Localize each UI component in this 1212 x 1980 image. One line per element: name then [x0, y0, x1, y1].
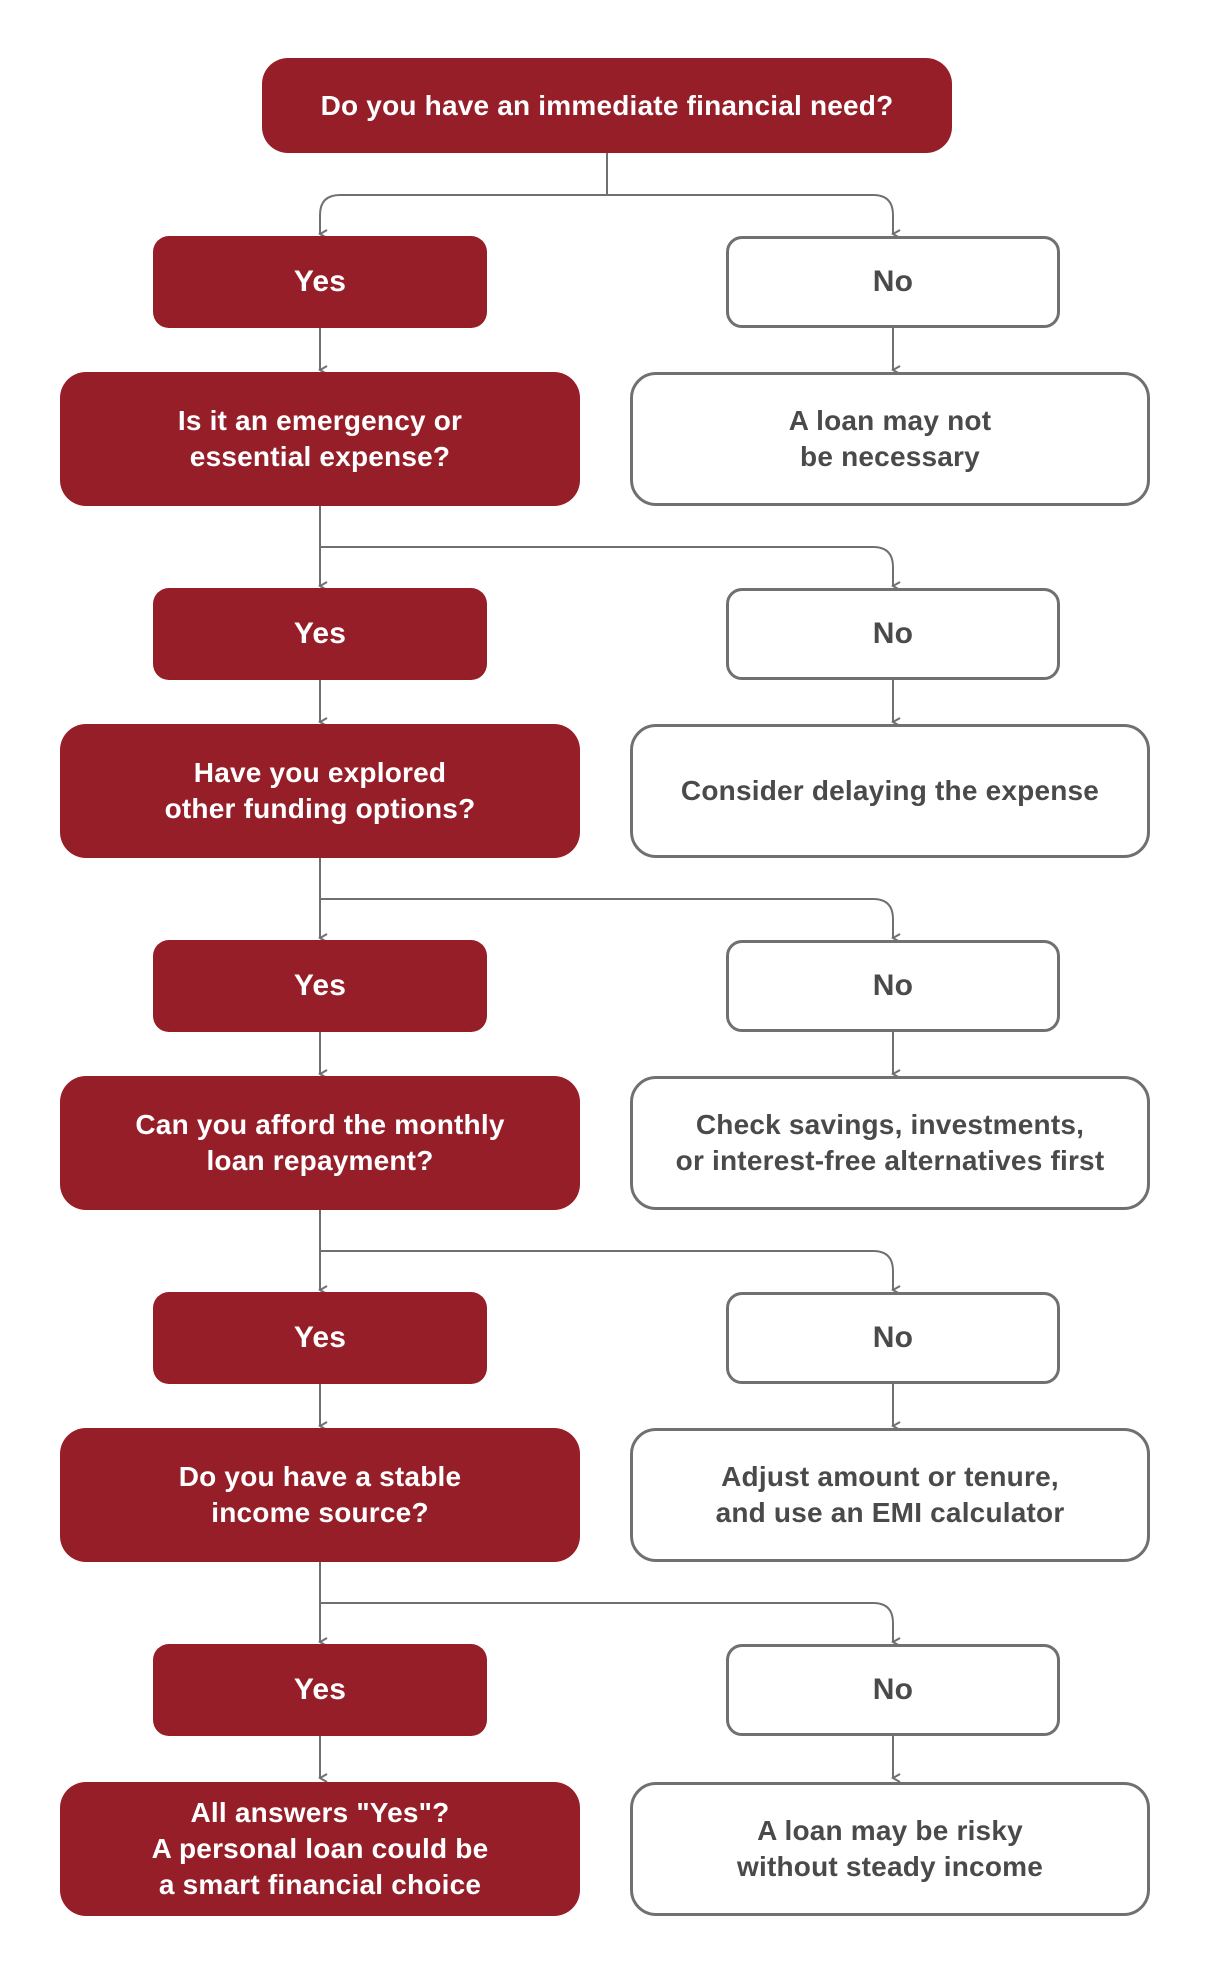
yes-label: Yes — [293, 1321, 347, 1354]
connector-root-yes — [320, 195, 607, 234]
question-text: Have you explored other funding options? — [164, 757, 476, 824]
connector-question-4-no — [320, 1603, 893, 1642]
outcome-text: Check savings, investments, or interest-free alternatives first — [675, 1109, 1105, 1176]
outcome-text: A loan may be risky without steady income — [736, 1815, 1044, 1882]
question-text: Do you have a stable income source? — [178, 1461, 462, 1528]
yes-label: Yes — [293, 265, 347, 298]
yes-label: Yes — [293, 969, 347, 1002]
yes-node-2 — [153, 588, 487, 680]
no-label: No — [872, 617, 914, 650]
outcome-node-2 — [630, 724, 1150, 858]
outcome-node-4 — [630, 1428, 1150, 1562]
yes-label: Yes — [293, 617, 347, 650]
no-label: No — [872, 969, 914, 1002]
outcome-text: Adjust amount or tenure, and use an EMI calculator — [715, 1461, 1065, 1528]
final-conclusion-text: All answers "Yes"? A personal loan could be a smart financial choice — [151, 1797, 489, 1900]
no-label: No — [872, 265, 914, 298]
yes-label: Yes — [293, 1673, 347, 1706]
no-node-3 — [726, 940, 1060, 1032]
final-conclusion-node — [60, 1782, 580, 1916]
question-node-2 — [60, 724, 580, 858]
connector-root-no — [607, 195, 893, 234]
question-text: Is it an emergency or essential expense? — [177, 405, 463, 472]
question-text: Can you afford the monthly loan repayment? — [135, 1109, 505, 1176]
outcome-node-3 — [630, 1076, 1150, 1210]
outcome-node-5 — [630, 1782, 1150, 1916]
connector-question-1-no — [320, 547, 893, 586]
no-label: No — [872, 1321, 914, 1354]
yes-node-3 — [153, 940, 487, 1032]
outcome-node-1 — [630, 372, 1150, 506]
root-question-node — [262, 58, 952, 153]
no-label: No — [872, 1673, 914, 1706]
root-question-text: Do you have an immediate financial need? — [320, 89, 894, 121]
no-node-1 — [726, 236, 1060, 328]
outcome-text: A loan may not be necessary — [788, 405, 992, 472]
yes-node-1 — [153, 236, 487, 328]
no-node-4 — [726, 1292, 1060, 1384]
yes-node-5 — [153, 1644, 487, 1736]
question-node-1 — [60, 372, 580, 506]
connector-question-3-no — [320, 1251, 893, 1290]
connector-question-2-no — [320, 899, 893, 938]
outcome-text: Consider delaying the expense — [680, 775, 1100, 806]
yes-node-4 — [153, 1292, 487, 1384]
no-node-2 — [726, 588, 1060, 680]
question-node-4 — [60, 1428, 580, 1562]
question-node-3 — [60, 1076, 580, 1210]
no-node-5 — [726, 1644, 1060, 1736]
